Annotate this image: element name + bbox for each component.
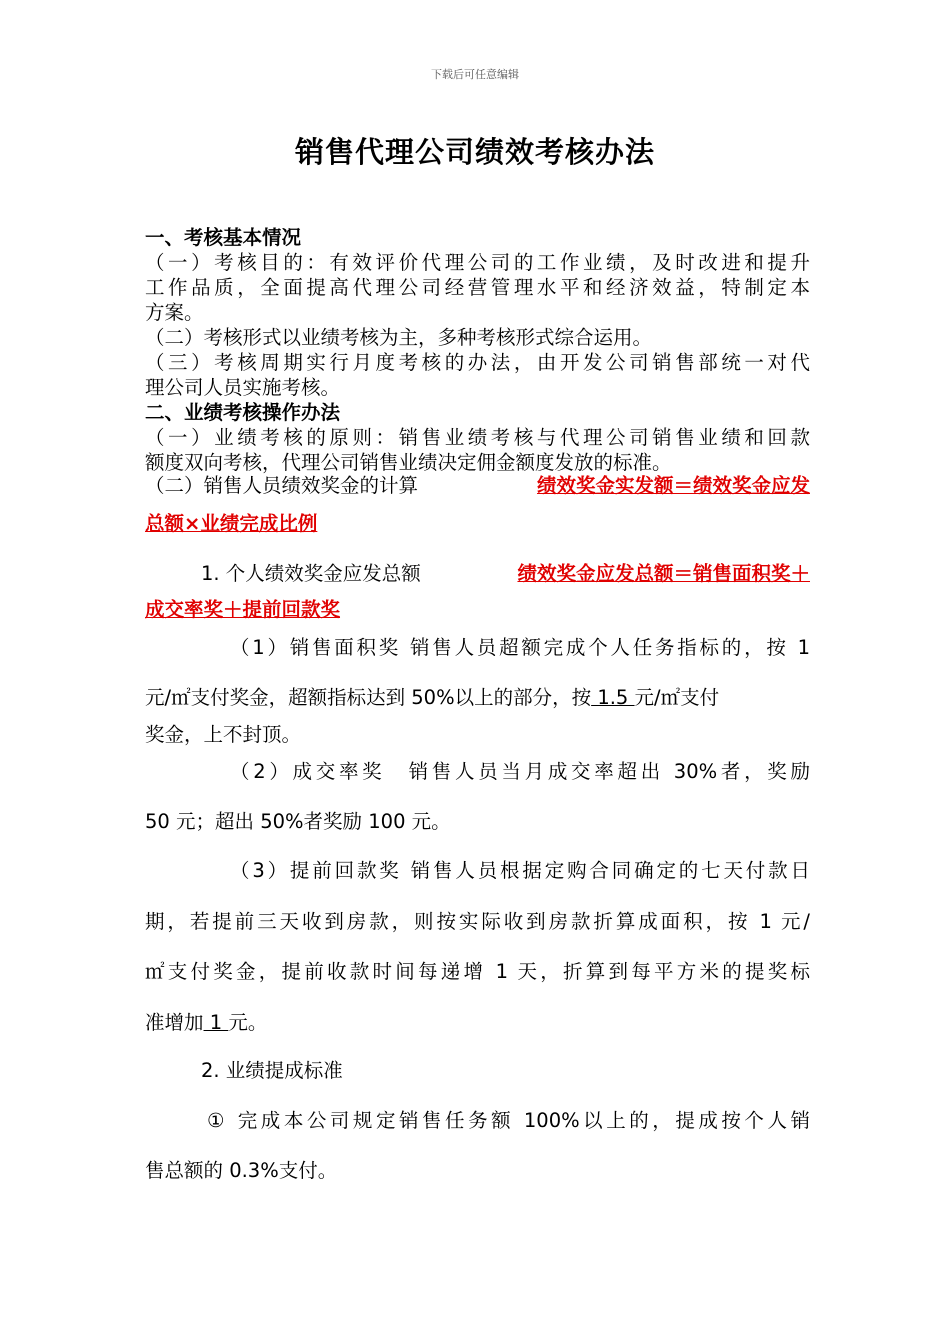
header-note: 下载后可任意编辑 <box>431 68 519 81</box>
section-1-heading: 一、考核基本情况 <box>145 226 302 249</box>
paragraph-line: 方案。 <box>145 301 204 324</box>
paragraph-line: （3）提前回款奖 销售人员根据定购合同确定的七天付款日 <box>230 859 810 882</box>
paragraph-line: 准增加 1 元。 <box>145 1011 268 1034</box>
item-2-heading: 2. 业绩提成标准 <box>201 1059 343 1082</box>
item-1-line <box>201 561 810 586</box>
paragraph-line: （三）考核周期实行月度考核的办法，由开发公司销售部统一对代 <box>145 351 810 374</box>
document-title: 销售代理公司绩效考核办法 <box>294 135 655 169</box>
paragraph-line: 售总额的 0.3%支付。 <box>145 1159 338 1182</box>
paragraph-line: 理公司人员实施考核。 <box>145 376 341 399</box>
paragraph-text: （二）销售人员绩效奖金的计算 <box>145 474 419 497</box>
item-text: 1. 个人绩效奖金应发总额 <box>201 562 421 585</box>
paragraph-line: （一）考核目的：有效评价代理公司的工作业绩，及时改进和提升 <box>145 251 810 274</box>
paragraph-line: 元/㎡支付奖金，超额指标达到 50%以上的部分，按 1.5 元/㎡支付 <box>145 686 720 709</box>
section-2-heading: 二、业绩考核操作办法 <box>145 401 341 424</box>
paragraph-line: 期，若提前三天收到房款，则按实际收到房款折算成面积，按 1 元/ <box>145 910 810 933</box>
paragraph-line: （二）考核形式以业绩考核为主，多种考核形式综合运用。 <box>145 326 653 349</box>
paragraph-line: 工作品质，全面提高代理公司经营管理水平和经济效益，特制定本 <box>145 276 810 299</box>
formula-text: 绩效奖金应发总额＝销售面积奖＋ <box>517 562 810 585</box>
formula-text: 总额×业绩完成比例 <box>145 512 318 535</box>
paragraph-line: （一）业绩考核的原则：销售业绩考核与代理公司销售业绩和回款 <box>145 426 810 449</box>
paragraph-line: ① 完成本公司规定销售任务额 100%以上的，提成按个人销 <box>207 1109 810 1132</box>
formula-line <box>145 597 340 622</box>
paragraph-line: 50 元；超出 50%者奖励 100 元。 <box>145 810 451 833</box>
paragraph-line: （2）成交率奖 销售人员当月成交率超出 30%者，奖励 <box>230 760 810 783</box>
formula-line <box>145 473 810 498</box>
paragraph-line: 奖金，上不封顶。 <box>145 723 302 746</box>
paragraph-line: 额度双向考核，代理公司销售业绩决定佣金额度发放的标准。 <box>145 451 672 474</box>
paragraph-line: ㎡支付奖金，提前收款时间每递增 1 天，折算到每平方米的提奖标 <box>145 960 810 983</box>
formula-text: 成交率奖＋提前回款奖 <box>145 598 341 621</box>
formula-text: 绩效奖金实发额＝绩效奖金应发 <box>536 474 810 497</box>
paragraph-line: （1）销售面积奖 销售人员超额完成个人任务指标的，按 1 <box>230 636 810 659</box>
formula-line <box>145 511 317 536</box>
